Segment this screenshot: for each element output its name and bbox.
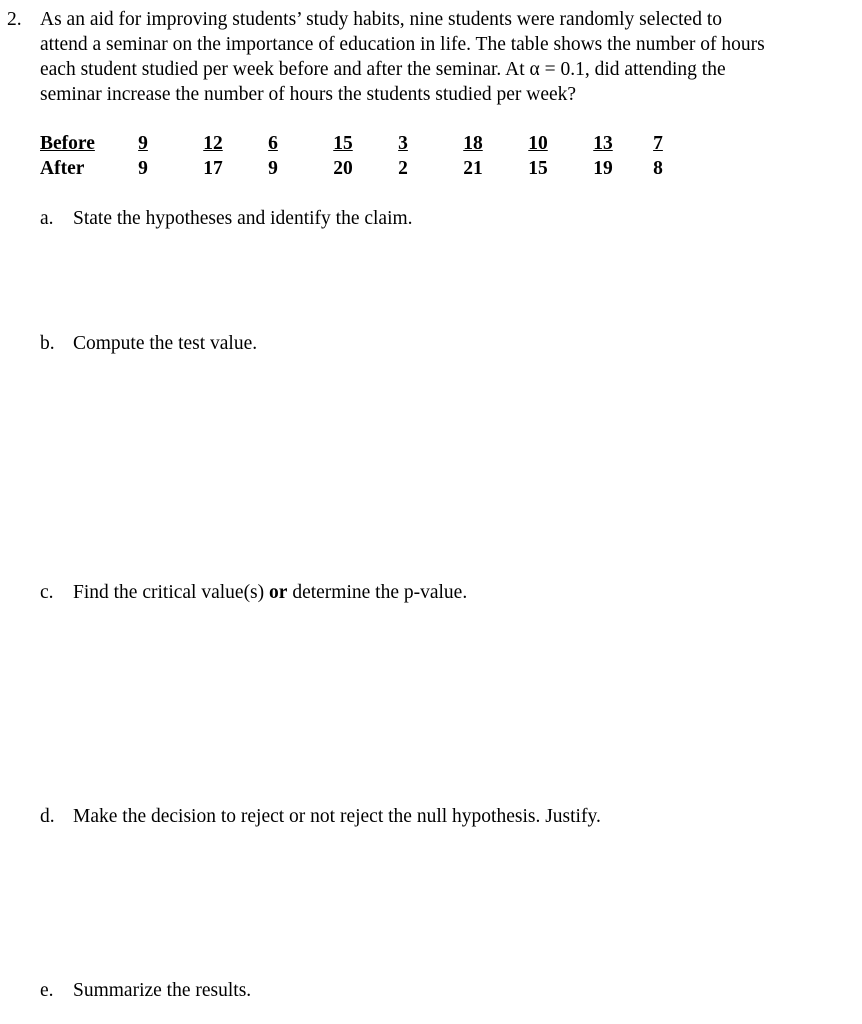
table-cell: 12 [203, 133, 223, 154]
part-letter: b. [40, 333, 55, 354]
part-letter: c. [40, 582, 54, 603]
problem-number: 2. [7, 9, 22, 30]
part-text-after: determine the p-value. [287, 582, 468, 603]
table-cell: 20 [333, 158, 353, 179]
problem-line: attend a seminar on the importance of education in life. The table shows the number of hours [40, 34, 765, 55]
problem-line: As an aid for improving students’ study habits, nine students were randomly selected to [40, 9, 723, 30]
table-cell: 13 [593, 133, 613, 154]
table-cell: 21 [463, 158, 483, 179]
part-text: Summarize the results. [73, 980, 252, 1001]
part-text [73, 582, 467, 604]
table-cell: 9 [138, 133, 148, 154]
table-cell: 6 [268, 133, 278, 154]
problem-line: each student studied per week before and after the seminar. At α = 0.1, did attending the [40, 59, 726, 80]
row-label-before: Before [40, 133, 95, 154]
part-text-before: Find the critical value(s) [73, 582, 270, 603]
table-cell: 2 [398, 158, 408, 179]
table-cell: 18 [463, 133, 483, 154]
problem-text [40, 7, 852, 107]
problem-line: seminar increase the number of hours the students studied per week? [40, 84, 577, 105]
part-text: Make the decision to reject or not reject the null hypothesis. Justify. [73, 806, 601, 827]
part-letter: e. [40, 980, 54, 1001]
table-cell: 10 [528, 133, 548, 154]
table-cell: 7 [653, 133, 663, 154]
table-cell: 19 [593, 158, 613, 179]
table-cell: 15 [333, 133, 353, 154]
table-cell: 9 [268, 158, 278, 179]
table-cell: 8 [653, 158, 663, 179]
part-letter: d. [40, 806, 55, 827]
table-cell: 3 [398, 133, 408, 154]
part-letter: a. [40, 208, 54, 229]
part-text: Compute the test value. [73, 333, 258, 354]
table-cell: 17 [203, 158, 223, 179]
row-label-after: After [40, 158, 85, 179]
part-text-bold: or [269, 582, 288, 603]
table-cell: 15 [528, 158, 548, 179]
part-text: State the hypotheses and identify the claim. [73, 208, 413, 229]
table-cell: 9 [138, 158, 148, 179]
